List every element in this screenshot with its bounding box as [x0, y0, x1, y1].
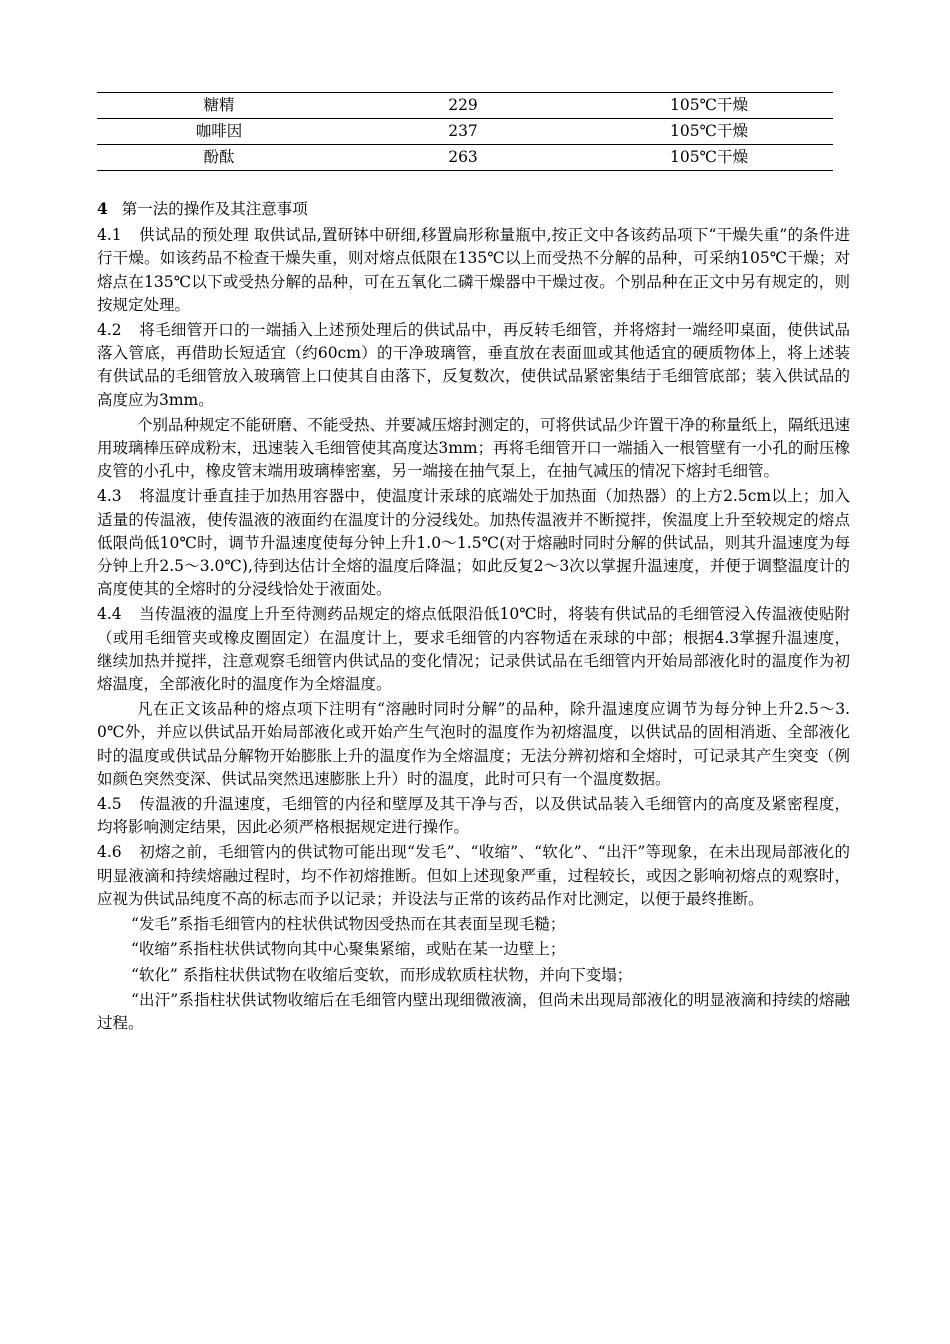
definition-shou-suo: “收缩”系指柱状供试物向其中心聚集紧缩，或贴在某一边壁上；: [131, 940, 566, 959]
paragraph-4-2-note: 个别品种规定不能研磨、不能受热、并要减压熔封测定的，可将供试品少许置干净的称量纸上，隔纸迅速用玻璃棒压碎成粉末，迅速装入毛细管使其高度达3mm；再将毛细管开口一端插入一根管壁有一小孔的耐压橡皮管的小孔中，橡皮管末端用玻璃棒密塞，另一端接在抽气泵上，在抽气减压的情况下熔封毛细管。: [97, 415, 851, 481]
paragraph-text: 初熔之前，毛细管内的供试物可能出现“发毛”、“收缩”、“软化”、“出汗”等现象，在未出现局部液化的明显液滴和持续熔融过程时，均不作初熔推断。但如上述现象严重，过程较长，或因之影响初熔点的观察时，应视为供试品纯度不高的标志而予以记录；并设法与正常的该药品作对比测定，以便于最终推断。: [97, 843, 850, 908]
definition-ruan-hua: “软化” 系指柱状供试物在收缩后变软，而形成软质柱状物，并向下变塌；: [131, 965, 633, 984]
paragraph-4-6: [97, 841, 850, 911]
paragraph-number: 4.6: [97, 843, 122, 862]
section-title: 第一法的操作及其注意事项: [121, 200, 308, 218]
paragraph-4-3: [97, 485, 850, 601]
paragraph-text: 传温液的升温速度，毛细管的内径和壁厚及其干净与否，以及供试品装入毛细管内的高度及紧密程度，均将影响测定结果，因此必须严格根据规定进行操作。: [97, 795, 850, 837]
paragraph-4-4: [97, 603, 850, 696]
table-row: [97, 145, 833, 171]
section-number: 4: [97, 199, 108, 218]
definition-chu-han: “出汗”系指柱状供试物收缩后在毛细管内壁出现细微液滴，但尚未出现局部液化的明显液滴和持续的熔融过程。: [97, 990, 850, 1032]
section-heading: [97, 197, 850, 221]
paragraph-text: 将温度计垂直挂于加热用容器中，使温度计汞球的底端处于加热面（加热器）的上方2.5cm以上；加入适量的传温液，使传温液的液面约在温度计的分浸线处。加热传温液并不断搅拌，俟温度上升至较规定的熔点低限尚低10℃时，调节升温速度使每分钟上升1.0～1.5℃(对于熔融时同时分解的供试品，则其升温速度为每分钟上升2.5～3.0℃),待到达估计全熔的温度后降温；如此反复2～3次以掌握升温速度，并便于调整温度计的高度使其的全熔时的分浸线恰处于液面处。: [97, 487, 850, 599]
table-row: [97, 93, 833, 119]
definition-fa-mao: “发毛”系指毛细管内的柱状供试物因受热而在其表面呈现毛糙；: [131, 915, 566, 934]
paragraph-number: 4.2: [97, 321, 122, 340]
paragraph-4-4-note: 凡在正文该品种的熔点项下注明有“溶融时同时分解”的品种，除升温速度应调节为每分钟上升2.5～3.0℃外，并应以供试品开始局部液化或开始产生气泡时的温度作为初熔温度，以供试品的固相消逝、全部液化时的温度或供试品分解物开始膨胀上升的温度作为全熔温度；无法分辨初熔和全熔时，可记录其产生突变（例如颜色突然变深、供试品突然迅速膨胀上升）时的温度，此时可只有一个温度数据。: [97, 700, 850, 788]
paragraph-text: 当传温液的温度上升至待测药品规定的熔点低限沿低10℃时，将装有供试品的毛细管浸入传温液使贴附（或用毛细管夹或橡皮圈固定）在温度计上，要求毛细管的内容物适在汞球的中部；根据4.3掌握升温速度，继续加热并搅拌，注意观察毛细管内供试品的变化情况；记录供试品在毛细管内开始局部液化时的温度作为初熔温度，全部液化时的温度作为全熔温度。: [97, 605, 850, 694]
paragraph-number: 4.5: [97, 795, 122, 814]
table-cell-name: 酚酞: [97, 145, 341, 171]
paragraph-text: 供试品的预处理 取供试品,置研钵中研细,移置扁形称量瓶中,按正文中各该药品项下“干燥失重”的条件进行干燥。如该药品不检查干燥失重，则对熔点低限在135℃以上而受热不分解的品种，可采纳105℃干燥；对熔点在135℃以下或受热分解的品种，可在五氧化二磷干燥器中干燥过夜。个别品种在正文中另有规定的，则按规定处理。: [97, 226, 850, 314]
table-cell-value: 263: [341, 145, 585, 171]
paragraph-4-1: [97, 224, 850, 317]
table-row: [97, 119, 833, 145]
paragraph-number: 4.1: [97, 226, 122, 245]
paragraph-text: 将毛细管开口的一端插入上述预处理后的供试品中，再反转毛细管，并将熔封一端经叩桌面，使供试品落入管底，再借助长短适宜（约60cm）的干净玻璃管，垂直放在表面皿或其他适宜的硬质物体上，将上述装有供试品的毛细管放入玻璃管上口使其自由落下，反复数次，使供试品紧密集结于毛细管底部；装入供试品的高度应为3mm。: [97, 321, 850, 409]
paragraph-number: 4.3: [97, 487, 122, 506]
table-cell-value: 229: [341, 93, 585, 119]
table-cell-condition: 105℃干燥: [585, 145, 833, 171]
table-cell-condition: 105℃干燥: [585, 93, 833, 119]
table-cell-name: 糖精: [97, 93, 341, 119]
paragraph-4-5: [97, 793, 850, 839]
melting-point-table: [97, 92, 833, 171]
table-cell-value: 237: [341, 119, 585, 145]
paragraph-4-2: [97, 319, 850, 412]
paragraph-number: 4.4: [97, 605, 122, 624]
table-cell-name: 咖啡因: [97, 119, 341, 145]
table-cell-condition: 105℃干燥: [585, 119, 833, 145]
document-body: [97, 197, 850, 1037]
